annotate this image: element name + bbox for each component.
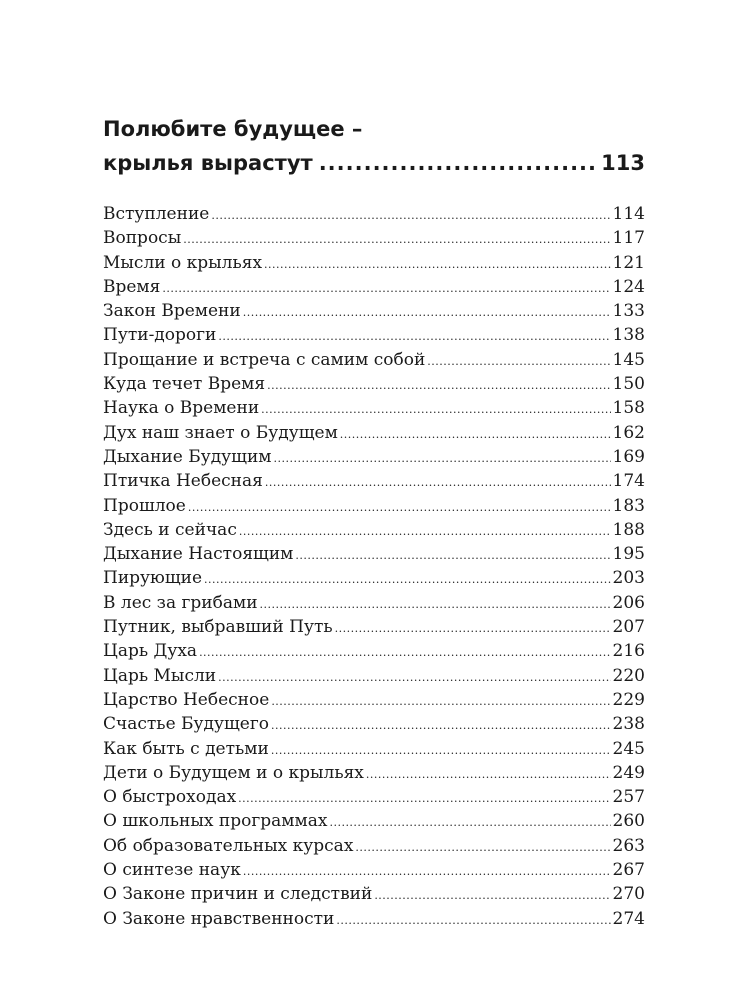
- toc-entry[interactable]: [103, 785, 645, 809]
- section-page-number: 113: [601, 151, 645, 175]
- toc-entry[interactable]: [103, 348, 645, 372]
- toc-entry-title: Наука о Времени: [103, 398, 260, 419]
- toc-entry-page-number: 169: [612, 446, 645, 467]
- toc-entry-page-number: 145: [612, 349, 645, 370]
- toc-entry[interactable]: [103, 469, 645, 493]
- toc-entry-page-number: 207: [612, 617, 645, 638]
- toc-entry-title: Дух наш знает о Будущем: [103, 422, 338, 443]
- dot-leader: [271, 714, 611, 738]
- dot-leader: [199, 641, 610, 665]
- toc-entry[interactable]: [103, 664, 645, 688]
- toc-entry-page-number: 220: [612, 665, 645, 686]
- toc-entry[interactable]: [103, 518, 645, 542]
- toc-entry-title: О быстроходах: [103, 787, 237, 808]
- dot-leader: [218, 666, 610, 690]
- toc-entry[interactable]: [103, 372, 645, 396]
- dot-leader: [335, 617, 611, 641]
- dot-leader: [211, 204, 610, 228]
- toc-entry[interactable]: [103, 445, 645, 469]
- toc-entry-title: Вопросы: [103, 228, 182, 249]
- toc-entry[interactable]: [103, 396, 645, 420]
- toc-entry[interactable]: [103, 809, 645, 833]
- toc-entry-page-number: 260: [612, 811, 645, 832]
- dot-leader: [271, 739, 611, 763]
- dot-leader: [261, 398, 610, 422]
- toc-entry-title: Прошлое: [103, 495, 186, 516]
- toc-entry[interactable]: [103, 299, 645, 323]
- dot-leader: [188, 496, 611, 520]
- toc-entry-title: Дети о Будущем и о крыльях: [103, 762, 364, 783]
- toc-entry-title: Закон Времени: [103, 301, 241, 322]
- toc-entry-title: Время: [103, 276, 161, 297]
- toc-entry-title: Дыхание Настоящим: [103, 544, 294, 565]
- toc-entry[interactable]: [103, 226, 645, 250]
- toc-entry-title: Счастье Будущего: [103, 714, 269, 735]
- toc-entry[interactable]: [103, 275, 645, 299]
- dot-leader: [271, 690, 610, 714]
- toc-entry-page-number: 267: [612, 860, 645, 881]
- toc-entry-title: Об образовательных курсах: [103, 835, 354, 856]
- dot-leader: [374, 884, 610, 908]
- dot-leader: [260, 593, 611, 617]
- dot-leader: [366, 763, 611, 787]
- toc-entry-page-number: 183: [612, 495, 645, 516]
- toc-entry-title: Путник, выбравший Путь: [103, 617, 333, 638]
- dot-leader: [427, 350, 610, 374]
- dot-leader: [264, 253, 611, 277]
- toc-entry-page-number: 245: [612, 738, 645, 759]
- toc-entry-title: Вступление: [103, 204, 210, 224]
- dot-leader: [295, 544, 610, 568]
- toc-entry[interactable]: [103, 639, 645, 663]
- toc-entry-title: Царство Небесное: [103, 689, 270, 710]
- dot-leader: [239, 520, 611, 544]
- dot-leader: [329, 811, 610, 835]
- dot-leader: [183, 228, 610, 252]
- toc-entry-page-number: 270: [612, 884, 645, 905]
- toc-entry[interactable]: [103, 615, 645, 639]
- toc-entry[interactable]: [103, 688, 645, 712]
- toc-entry-page-number: 216: [612, 641, 645, 662]
- toc-entry-page-number: 238: [612, 714, 645, 735]
- toc-entry-page-number: 133: [612, 301, 645, 322]
- toc-entry-page-number: 229: [612, 689, 645, 710]
- toc-entry-title: Птичка Небесная: [103, 471, 263, 492]
- toc-list: [103, 202, 645, 931]
- toc-entry-title: О синтезе наук: [103, 860, 241, 881]
- toc-entry[interactable]: [103, 882, 645, 906]
- dot-leader: [238, 787, 610, 811]
- toc-entry-page-number: 188: [612, 519, 645, 540]
- dot-leader: [243, 860, 611, 884]
- dot-leader: [265, 471, 611, 495]
- toc-entry-title: Мысли о крыльях: [103, 252, 263, 273]
- dot-leader: [267, 374, 610, 398]
- toc-entry[interactable]: [103, 494, 645, 518]
- toc-entry[interactable]: [103, 907, 645, 931]
- toc-entry[interactable]: [103, 251, 645, 275]
- toc-entry-page-number: 124: [612, 276, 645, 297]
- toc-entry-title: Пирующие: [103, 568, 203, 589]
- toc-entry[interactable]: [103, 542, 645, 566]
- toc-entry-page-number: 263: [612, 835, 645, 856]
- toc-entry-page-number: 195: [612, 544, 645, 565]
- dot-leader: [274, 447, 611, 471]
- dot-leader: [204, 568, 611, 592]
- toc-entry[interactable]: [103, 834, 645, 858]
- toc-entry[interactable]: [103, 421, 645, 445]
- toc-entry-title: О Законе нравственности: [103, 908, 335, 929]
- toc-entry-page-number: 174: [612, 471, 645, 492]
- section-heading: [103, 112, 645, 180]
- dot-leader: [243, 301, 611, 325]
- toc-entry[interactable]: [103, 566, 645, 590]
- toc-entry-page-number: 206: [612, 592, 645, 613]
- table-of-contents-page: [103, 112, 645, 931]
- toc-entry-title: Прощание и встреча с самим собой: [103, 349, 426, 370]
- toc-entry[interactable]: [103, 712, 645, 736]
- toc-entry[interactable]: [103, 858, 645, 882]
- toc-entry-page-number: 117: [612, 228, 645, 249]
- toc-entry[interactable]: [103, 737, 645, 761]
- toc-entry-page-number: 138: [612, 325, 645, 346]
- toc-entry-title: Царь Духа: [103, 641, 198, 662]
- dot-leader: [336, 909, 610, 933]
- toc-entry-title: Как быть с детьми: [103, 738, 269, 759]
- toc-entry-title: Дыхание Будущим: [103, 446, 272, 467]
- toc-entry-title: О Законе причин и следствий: [103, 884, 373, 905]
- toc-entry-page-number: 114: [612, 204, 645, 224]
- toc-entry-title: Царь Мысли: [103, 665, 217, 686]
- dot-leader: [355, 836, 610, 860]
- toc-entry-title: В лес за грибами: [103, 592, 258, 613]
- toc-entry-page-number: 203: [612, 568, 645, 589]
- dot-leader: [162, 277, 610, 301]
- toc-entry-page-number: 158: [612, 398, 645, 419]
- dot-leader: [218, 325, 610, 349]
- toc-entry-page-number: 121: [612, 252, 645, 273]
- toc-entry[interactable]: [103, 761, 645, 785]
- toc-entry-title: О школьных программах: [103, 811, 328, 832]
- dot-leader: [340, 423, 611, 447]
- toc-entry-title: Пути-дороги: [103, 325, 217, 346]
- toc-entry[interactable]: [103, 591, 645, 615]
- toc-entry-page-number: 274: [612, 908, 645, 929]
- section-title-line2: крылья вырастут: [103, 151, 313, 175]
- toc-entry-title: Здесь и сейчас: [103, 519, 237, 540]
- toc-entry-page-number: 257: [612, 787, 645, 808]
- toc-entry[interactable]: [103, 202, 645, 226]
- toc-entry[interactable]: [103, 323, 645, 347]
- dot-leader: [319, 146, 597, 180]
- toc-entry-page-number: 249: [612, 762, 645, 783]
- toc-entry-title: Куда течет Время: [103, 374, 266, 395]
- toc-entry-page-number: 150: [612, 374, 645, 395]
- toc-entry-page-number: 162: [612, 422, 645, 443]
- section-title-row: [103, 146, 645, 180]
- section-title-line1: Полюбите будущее –: [103, 117, 363, 141]
